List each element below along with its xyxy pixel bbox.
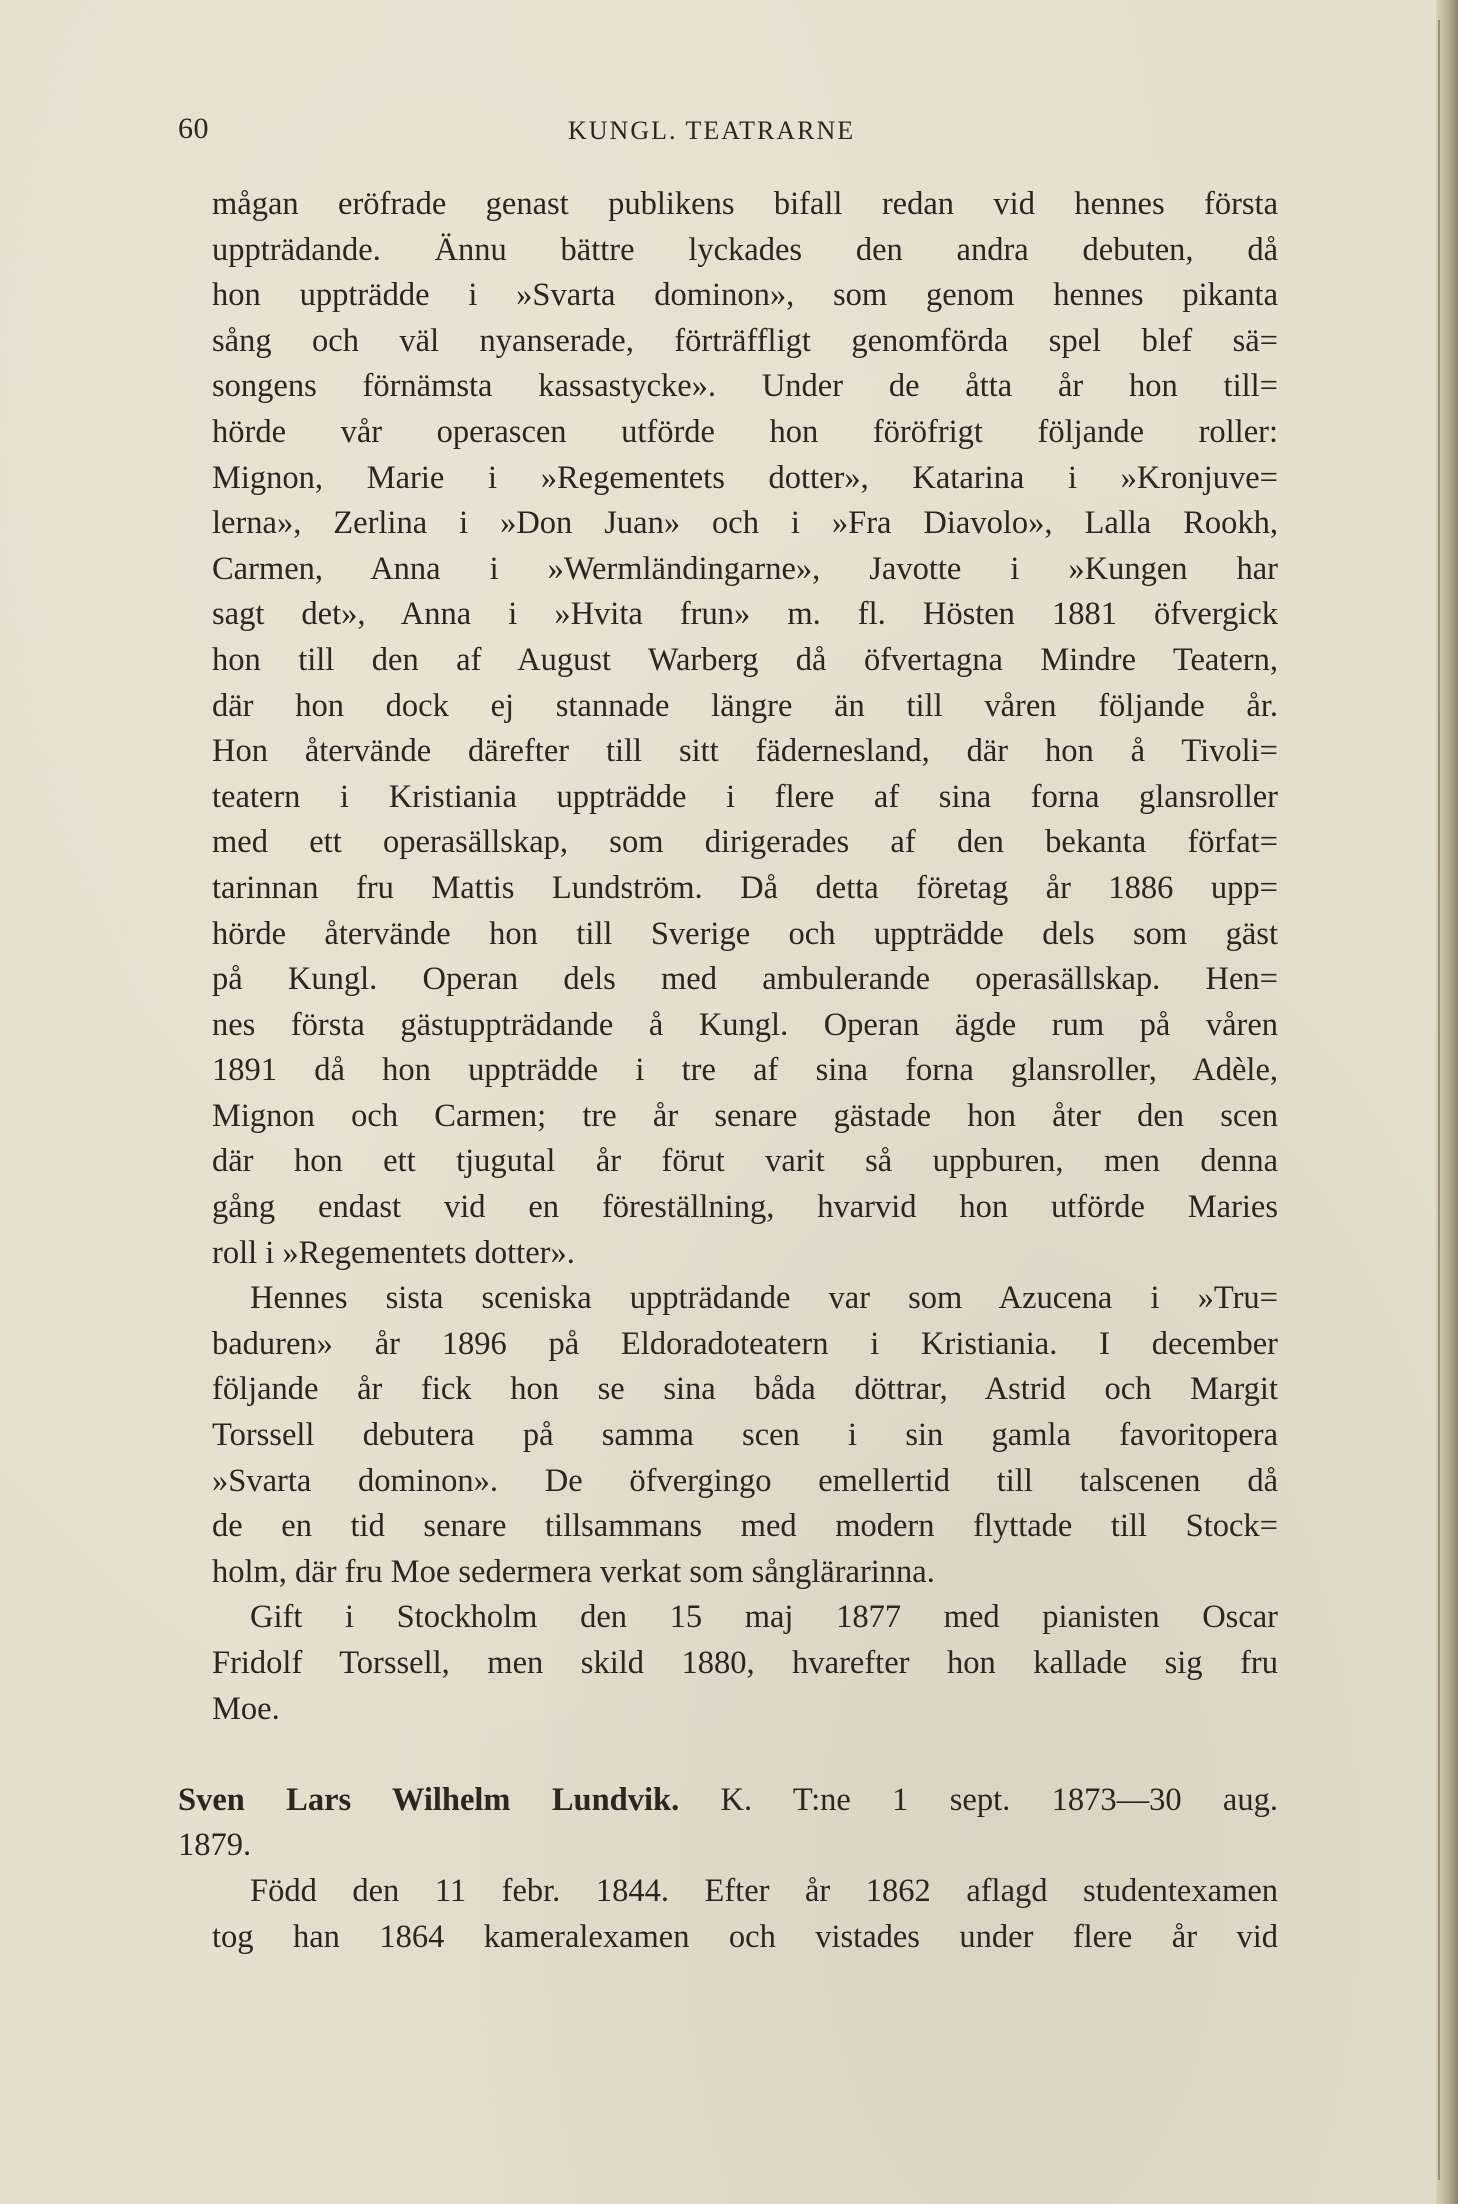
entry-heading (178, 1778, 1278, 1824)
text-line: Född den 11 febr. 1844. Efter år 1862 aflagd studentexamen (250, 1872, 1278, 1909)
text-line: uppträdande. Ännu bättre lyckades den andra debuten, då (212, 231, 1278, 268)
text-line: Hon återvände därefter till sitt fädernesland, där hon å Tivoli= (212, 733, 1278, 770)
section-gap (212, 1732, 1278, 1778)
text-line: roll i »Regementets dotter». (212, 1234, 575, 1271)
text-line: gång endast vid en föreställning, hvarvid hon utförde Maries (212, 1189, 1278, 1226)
text-line: Hennes sista sceniska uppträdande var som Azucena i »Tru= (250, 1280, 1278, 1317)
text-line: Moe. (212, 1690, 280, 1727)
running-head (178, 112, 1278, 156)
running-title: KUNGL. TEATRARNE (568, 116, 856, 145)
body-text (178, 182, 1278, 1960)
text-line: hörde återvände hon till Sverige och uppträdde dels som gäst (212, 915, 1278, 952)
text-line: Mignon och Carmen; tre år senare gästade hon åter den scen (212, 1097, 1278, 1134)
text-line: lerna», Zerlina i »Don Juan» och i »Fra Diavolo», Lalla Rookh, (212, 505, 1278, 542)
text-line: där hon ett tjugutal år förut varit så uppburen, men denna (212, 1143, 1278, 1180)
text-line: »Svarta dominon». De öfvergingo emellertid till talscenen då (212, 1462, 1278, 1499)
text-line: på Kungl. Operan dels med ambulerande operasällskap. Hen= (212, 961, 1278, 998)
text-line: hon till den af August Warberg då öfvertagna Mindre Teatern, (212, 641, 1278, 678)
text-line: tarinnan fru Mattis Lundström. Då detta företag år 1886 upp= (212, 869, 1278, 906)
entry-details-cont: 1879. (178, 1827, 252, 1864)
page-number: 60 (178, 112, 209, 145)
text-line: nes första gästuppträdande å Kungl. Operan ägde rum på våren (212, 1006, 1278, 1043)
entry-name: Sven Lars Wilhelm Lundvik. (178, 1781, 680, 1818)
text-line: hörde vår operascen utförde hon föröfrigt följande roller: (212, 413, 1278, 450)
text-line: Carmen, Anna i »Wermländingarne», Javotte i »Kungen har (212, 550, 1278, 587)
text-line: holm, där fru Moe sedermera verkat som sånglärarinna. (212, 1553, 935, 1590)
text-line: sagt det», Anna i »Hvita frun» m. fl. Hösten 1881 öfvergick (212, 596, 1278, 633)
text-line: Gift i Stockholm den 15 maj 1877 med pianisten Oscar (250, 1599, 1278, 1636)
text-line: följande år fick hon se sina båda döttrar, Astrid och Margit (212, 1371, 1278, 1408)
text-line: teatern i Kristiania uppträdde i flere af sina forna glansroller (212, 778, 1278, 815)
text-line: sång och väl nyanserade, förträffligt genomförda spel blef sä= (212, 322, 1278, 359)
text-line: 1891 då hon uppträdde i tre af sina forna glansroller, Adèle, (212, 1052, 1278, 1089)
text-line: de en tid senare tillsammans med modern flyttade till Stock= (212, 1508, 1278, 1545)
text-line: med ett operasällskap, som dirigerades af den bekanta förfat= (212, 824, 1278, 861)
text-line: tog han 1864 kameralexamen och vistades under flere år vid (212, 1918, 1278, 1955)
page-edge-line (1438, 20, 1440, 2180)
text-line: Fridolf Torssell, men skild 1880, hvarefter hon kallade sig fru (212, 1645, 1278, 1681)
text-line: mågan eröfrade genast publikens bifall redan vid hennes första (212, 186, 1278, 222)
text-line: Mignon, Marie i »Regementets dotter», Katarina i »Kronjuve= (212, 459, 1278, 496)
entry-details: K. T:ne 1 sept. 1873—30 aug. (679, 1781, 1278, 1818)
text-line: där hon dock ej stannade längre än till våren följande år. (212, 687, 1278, 724)
text-line: baduren» år 1896 på Eldoradoteatern i Kristiania. I december (212, 1325, 1278, 1362)
text-line: Torssell debutera på samma scen i sin gamla favoritopera (212, 1417, 1278, 1454)
text-line: songens förnämsta kassastycke». Under de åtta år hon till= (212, 368, 1278, 405)
text-line: hon uppträdde i »Svarta dominon», som genom hennes pikanta (212, 277, 1278, 314)
